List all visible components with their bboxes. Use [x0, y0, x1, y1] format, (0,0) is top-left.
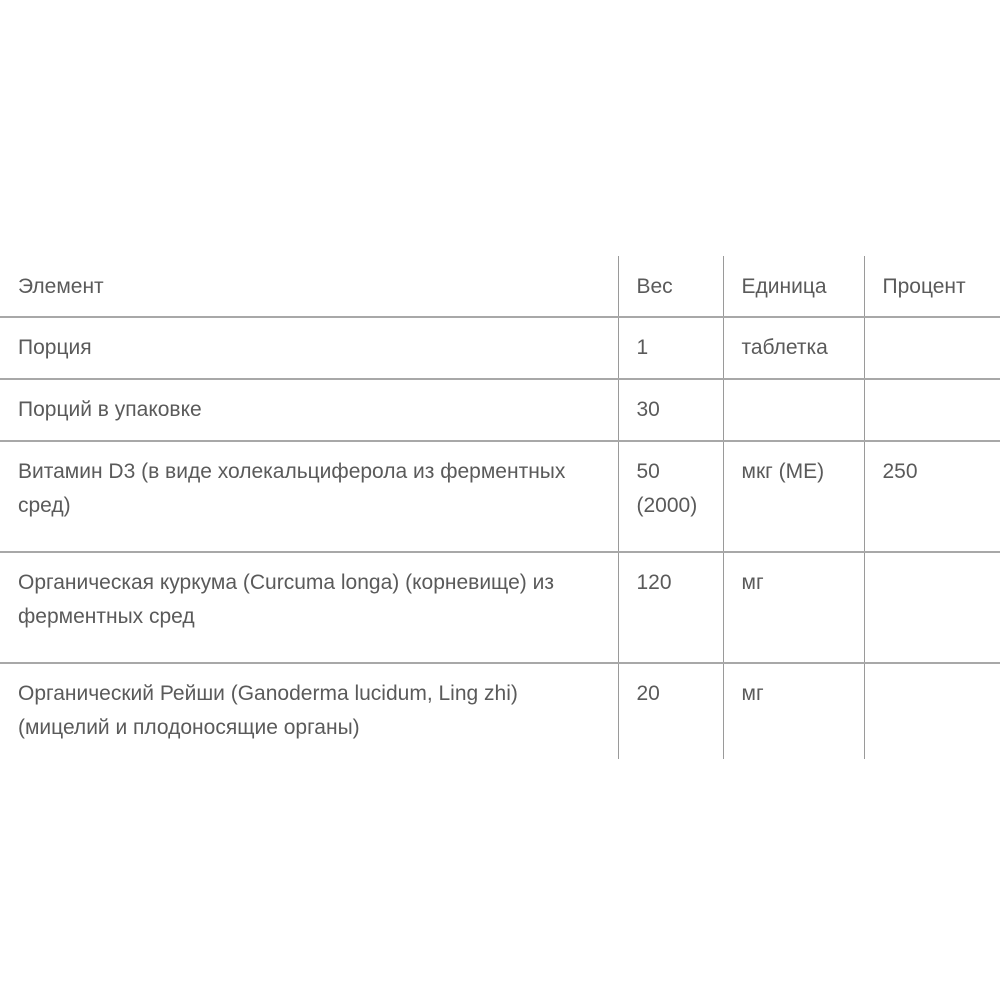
cell-percent: [864, 379, 1000, 441]
cell-element: Органический Рейши (Ganoderma lucidum, Ling zhi) (мицелий и плодоносящие органы): [0, 663, 618, 759]
cell-percent: 250: [864, 441, 1000, 552]
table-row: [0, 552, 1000, 663]
header-unit: Единица: [723, 256, 864, 317]
cell-percent: [864, 552, 1000, 663]
cell-percent: [864, 663, 1000, 759]
cell-percent: [864, 317, 1000, 379]
cell-unit: таблетка: [723, 317, 864, 379]
cell-unit: [723, 379, 864, 441]
cell-weight: 120: [618, 552, 723, 663]
table-row: [0, 441, 1000, 552]
cell-weight: 50 (2000): [618, 441, 723, 552]
cell-weight: 30: [618, 379, 723, 441]
cell-unit: мг: [723, 663, 864, 759]
header-weight: Вес: [618, 256, 723, 317]
table-row: [0, 317, 1000, 379]
table-row: [0, 379, 1000, 441]
header-percent: Процент: [864, 256, 1000, 317]
cell-element: Порций в упаковке: [0, 379, 618, 441]
table-row: [0, 663, 1000, 759]
supplement-facts-table: [0, 256, 1000, 759]
header-element: Элемент: [18, 275, 104, 298]
cell-element: Витамин D3 (в виде холекальциферола из ферментных сред): [0, 441, 618, 552]
cell-unit: мг: [723, 552, 864, 663]
cell-weight: 20: [618, 663, 723, 759]
cell-unit: мкг (МЕ): [723, 441, 864, 552]
cell-element: Органическая куркума (Curcuma longa) (корневище) из ферментных сред: [0, 552, 618, 663]
table-header-row: [0, 256, 1000, 317]
cell-weight: 1: [618, 317, 723, 379]
cell-element: Порция: [0, 317, 618, 379]
